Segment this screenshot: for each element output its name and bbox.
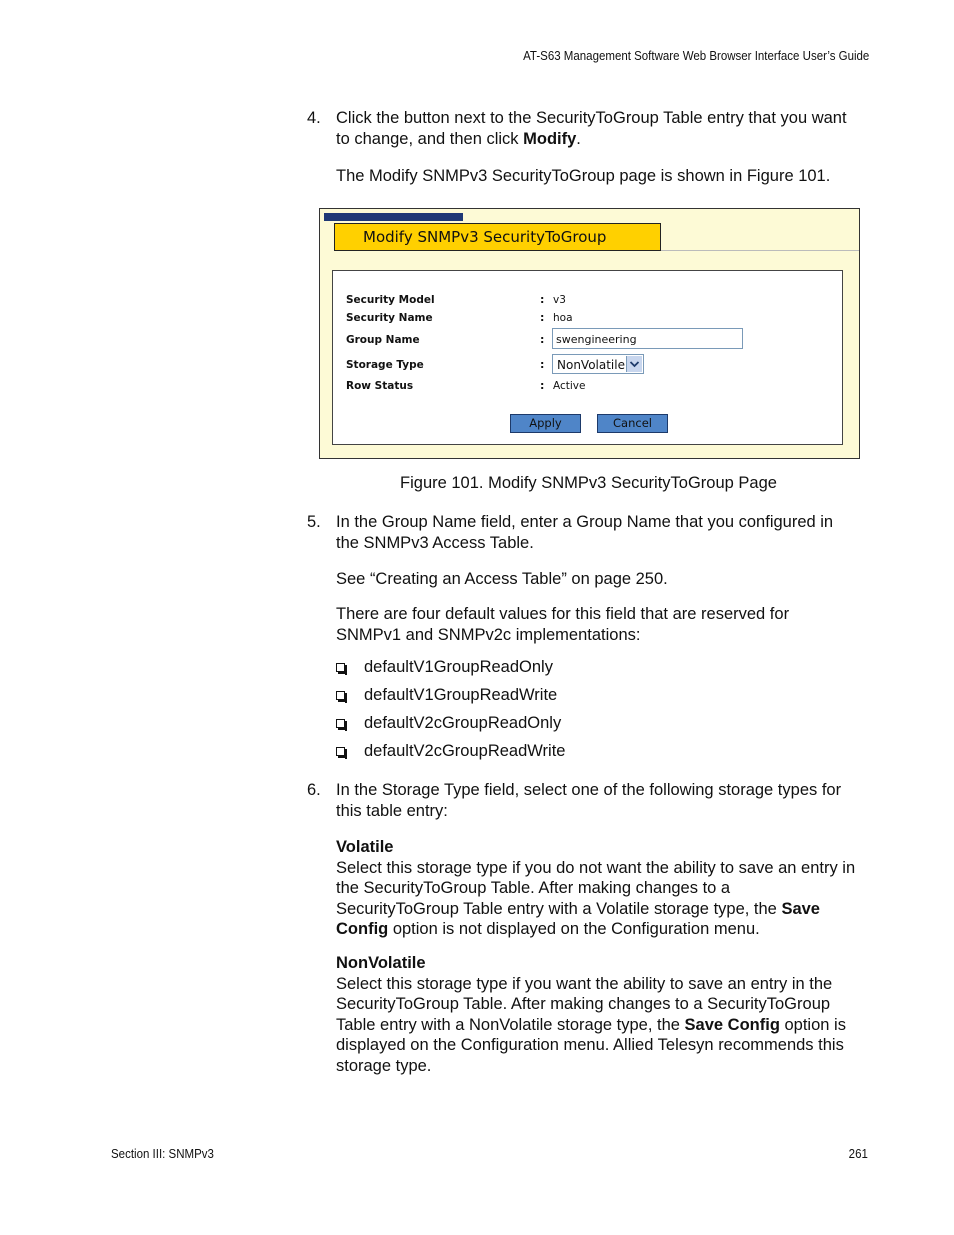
checkbox-bullet-icon bbox=[336, 691, 348, 702]
apply-button[interactable]: Apply bbox=[510, 414, 581, 433]
step-4-line-1: Click the button next to the SecurityToGroup Table entry that you want bbox=[336, 109, 847, 127]
nonvolatile-line-3-pre: Table entry with a NonVolatile storage type, the bbox=[336, 1015, 685, 1034]
group-name-label: Group Name bbox=[346, 334, 420, 346]
nonvolatile-line-1: Select this storage type if you want the ability to save an entry in the bbox=[336, 974, 833, 993]
figure-screenshot bbox=[319, 208, 860, 459]
form-panel bbox=[332, 270, 843, 445]
colon: : bbox=[540, 379, 545, 392]
nonvolatile-line-2: SecurityToGroup Table. After making changes to a SecurityToGroup bbox=[336, 995, 831, 1013]
step-4-number: 4. bbox=[307, 109, 321, 127]
step-5-number: 5. bbox=[307, 513, 321, 531]
list-item: defaultV2cGroupReadWrite bbox=[364, 742, 566, 760]
checkbox-bullet-icon bbox=[336, 663, 348, 674]
colon: : bbox=[540, 358, 545, 371]
tab-divider bbox=[661, 250, 859, 251]
nonvolatile-heading: NonVolatile bbox=[336, 954, 426, 972]
colon: : bbox=[540, 293, 545, 306]
nonvolatile-section bbox=[336, 953, 876, 1076]
volatile-config-bold: Config bbox=[336, 920, 389, 938]
security-name-label: Security Name bbox=[346, 312, 433, 324]
step-6-text bbox=[336, 780, 876, 821]
step-5-defaults-line-1: There are four default values for this field that are reserved for bbox=[336, 605, 790, 623]
step-5-line-2: the SNMPv3 Access Table. bbox=[336, 533, 534, 552]
checkbox-bullet-icon bbox=[336, 747, 348, 758]
volatile-line-3 bbox=[336, 899, 876, 920]
cancel-button[interactable]: Cancel bbox=[597, 414, 668, 433]
volatile-save-bold: Save bbox=[781, 899, 820, 918]
step-4-line-2-pre: to change, and then click bbox=[336, 129, 524, 148]
security-model-value: v3 bbox=[553, 294, 566, 306]
security-name-value: hoa bbox=[553, 312, 573, 324]
nonvolatile-line-3 bbox=[336, 1015, 876, 1036]
step-4-text bbox=[336, 108, 876, 149]
nonvolatile-line-4: displayed on the Configuration menu. Allied Telesyn recommends this bbox=[336, 1036, 844, 1054]
checkbox-bullet-icon bbox=[336, 719, 348, 730]
row-status-label: Row Status bbox=[346, 380, 414, 392]
row-status-value: Active bbox=[553, 380, 586, 392]
list-item: defaultV2cGroupReadOnly bbox=[364, 714, 562, 732]
list-item: defaultV1GroupReadOnly bbox=[364, 658, 553, 676]
group-name-input[interactable]: swengineering bbox=[552, 328, 743, 349]
list-item: defaultV1GroupReadWrite bbox=[364, 686, 558, 704]
footer-section: Section III: SNMPv3 bbox=[111, 1147, 214, 1161]
nonvolatile-line-3-post: option is bbox=[779, 1015, 846, 1034]
step-4-line-2 bbox=[336, 129, 876, 150]
volatile-line-2: the SecurityToGroup Table. After making changes to a bbox=[336, 879, 731, 897]
step-5-see-reference: See “Creating an Access Table” on page 250. bbox=[336, 570, 668, 588]
volatile-line-1: Select this storage type if you do not want the ability to save an entry in bbox=[336, 858, 856, 877]
volatile-line-3-pre: SecurityToGroup Table entry with a Volatile storage type, the bbox=[336, 899, 782, 918]
storage-type-label: Storage Type bbox=[346, 359, 424, 371]
figure-caption: Figure 101. Modify SNMPv3 SecurityToGroup Page bbox=[400, 474, 777, 492]
colon: : bbox=[540, 311, 545, 324]
storage-type-selected: NonVolatile bbox=[557, 358, 625, 372]
colon: : bbox=[540, 333, 545, 346]
page-tab-title: Modify SNMPv3 SecurityToGroup bbox=[363, 228, 607, 246]
step-6-line-2: this table entry: bbox=[336, 801, 448, 820]
step-6-line-1: In the Storage Type field, select one of the following storage types for bbox=[336, 781, 842, 799]
volatile-section bbox=[336, 837, 876, 940]
page-number: 261 bbox=[848, 1147, 868, 1161]
running-header: AT-S63 Management Software Web Browser Interface User’s Guide bbox=[522, 49, 869, 63]
step-5-defaults bbox=[336, 604, 876, 645]
step-5-line-1: In the Group Name field, enter a Group Name that you configured in bbox=[336, 513, 834, 531]
volatile-heading: Volatile bbox=[336, 838, 394, 856]
nonvolatile-save-config-bold: Save Config bbox=[684, 1015, 780, 1034]
chevron-down-icon[interactable] bbox=[626, 356, 642, 372]
volatile-line-4-post: option is not displayed on the Configuration menu. bbox=[388, 920, 760, 938]
step-5-defaults-line-2: SNMPv1 and SNMPv2c implementations: bbox=[336, 625, 641, 644]
step-4-note: The Modify SNMPv3 SecurityToGroup page is shown in Figure 101. bbox=[336, 167, 831, 185]
page-tab bbox=[334, 223, 661, 251]
step-5-text bbox=[336, 512, 876, 553]
step-6-number: 6. bbox=[307, 781, 321, 799]
volatile-line-4 bbox=[336, 919, 876, 940]
step-4-modify-bold: Modify bbox=[523, 129, 577, 148]
tab-strip bbox=[324, 213, 463, 221]
storage-type-select[interactable] bbox=[552, 354, 644, 374]
security-model-label: Security Model bbox=[346, 294, 435, 306]
nonvolatile-line-5: storage type. bbox=[336, 1056, 432, 1075]
step-4-line-2-post: . bbox=[576, 129, 581, 148]
